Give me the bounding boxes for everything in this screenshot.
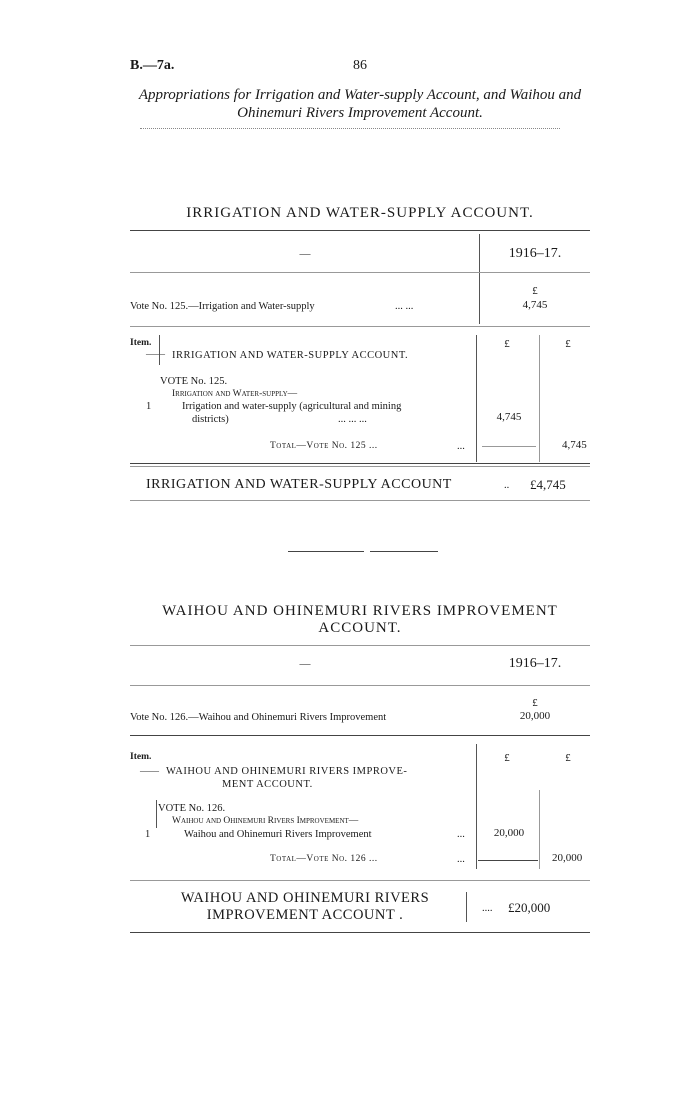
waihou-grand-label-1: WAIHOU AND OHINEMURI RIVERS (180, 890, 430, 906)
waihou-section-title-2: ACCOUNT. (318, 620, 402, 636)
irrigation-amount-divider-1 (476, 335, 477, 462)
irrigation-detail-pound-1: £ (504, 338, 510, 350)
waihou-section-title-1: WAIHOU AND OHINEMURI RIVERS IMPROVEMENT (162, 603, 558, 619)
irrigation-item-dash: —— (146, 350, 165, 360)
waihou-detail-pound-1: £ (504, 752, 510, 764)
irrigation-item-amount: 4,745 (496, 411, 522, 423)
page-number: 86 (353, 58, 367, 73)
waihou-vote-number: VOTE No. 126. (158, 803, 226, 814)
irrigation-total-dots: ... (457, 441, 465, 452)
irrigation-summary-pound: £ (532, 285, 538, 297)
waihou-account-heading-2: MENT ACCOUNT. (222, 779, 313, 790)
irrigation-account-heading: IRRIGATION AND WATER-SUPPLY ACCOUNT. (172, 350, 409, 361)
irrigation-amount-divider-2 (539, 335, 540, 462)
irrigation-vote-amount: 4,745 (522, 299, 548, 311)
irrigation-grand-label: IRRIGATION AND WATER-SUPPLY ACCOUNT (146, 477, 452, 492)
irrigation-vote-number: VOTE No. 125. (160, 376, 228, 387)
irrigation-total-rule (482, 446, 536, 447)
waihou-total-dots: ... (457, 854, 465, 865)
document-reference: B.—7a. (130, 58, 175, 73)
irrigation-item-col-divider (159, 335, 160, 365)
irrigation-table-bottom-rule-2 (130, 466, 590, 467)
irrigation-summary-header-rule (130, 272, 590, 273)
waihou-summary-dash: — (299, 658, 311, 670)
irrigation-item-desc-2: districts) (192, 414, 229, 425)
page-subtitle: Appropriations for Irrigation and Water-supply Account, and Waihou and Ohinemuri Rivers Improvement Account. (138, 87, 582, 121)
irrigation-summary-bottom-rule (130, 326, 590, 327)
waihou-account-heading-1: WAIHOU AND OHINEMURI RIVERS IMPROVE- (166, 766, 408, 777)
waihou-item-label: Item. (130, 752, 152, 762)
waihou-subhead: Waihou and Ohinemuri Rivers Improvement— (172, 816, 359, 826)
irrigation-item-desc-1: Irrigation and water-supply (agricultural and mining (182, 401, 402, 412)
irrigation-item-dots: ... ... ... (338, 414, 367, 425)
waihou-summary-year: 1916–17. (508, 656, 562, 671)
waihou-item-desc: Waihou and Ohinemuri Rivers Improvement (184, 829, 372, 840)
waihou-grand-amount: £20,000 (508, 900, 551, 915)
irrigation-table-bottom-rule (130, 463, 590, 464)
waihou-grand-divider (466, 892, 467, 922)
waihou-total-amount: 20,000 (552, 852, 583, 864)
waihou-vote-amount: 20,000 (519, 710, 551, 722)
irrigation-item-label: Item. (130, 338, 152, 348)
irrigation-grand-dots: .. (504, 480, 510, 491)
subtitle-rule (140, 128, 560, 129)
irrigation-grand-amount: £4,745 (530, 477, 566, 492)
irrigation-subhead: Irrigation and Water-supply— (172, 389, 298, 399)
irrigation-grand-rule (130, 500, 590, 501)
irrigation-section-title: IRRIGATION AND WATER-SUPPLY ACCOUNT. (186, 205, 534, 221)
waihou-item-number: 1 (145, 829, 151, 840)
waihou-summary-header-rule (130, 685, 590, 686)
waihou-grand-rule (130, 932, 590, 933)
waihou-item-col-divider (156, 800, 157, 828)
waihou-summary-bottom-rule (130, 735, 590, 736)
irrigation-summary-dash: — (299, 248, 311, 260)
waihou-grand-dots: .... (482, 903, 493, 914)
waihou-amount-divider-1 (476, 744, 477, 869)
waihou-detail-pound-2: £ (565, 752, 571, 764)
section-separator-right (370, 551, 438, 552)
waihou-amount-divider-2 (539, 790, 540, 869)
waihou-item-dots: ... (457, 829, 465, 840)
irrigation-summary-year: 1916–17. (508, 246, 562, 261)
irrigation-vote-line: Vote No. 125.—Irrigation and Water-supply (130, 301, 315, 312)
waihou-table-top-rule (130, 645, 590, 646)
waihou-item-dash: —— (140, 767, 159, 777)
waihou-grand-label-2: IMPROVEMENT ACCOUNT . (206, 907, 404, 923)
irrigation-vote-dots: ... ... (395, 301, 414, 312)
waihou-total-rule (478, 860, 538, 861)
irrigation-total-label: Total—Vote No. 125 ... (270, 441, 378, 451)
irrigation-table-top-rule (130, 230, 590, 231)
waihou-vote-line: Vote No. 126.—Waihou and Ohinemuri Rivers Improvement (130, 712, 387, 723)
waihou-summary-pound: £ (532, 697, 538, 709)
irrigation-detail-pound-2: £ (565, 338, 571, 350)
waihou-table-bottom-rule (130, 880, 590, 881)
irrigation-item-number: 1 (146, 401, 152, 412)
waihou-item-amount: 20,000 (493, 827, 525, 839)
irrigation-total-amount: 4,745 (562, 439, 587, 451)
waihou-total-label: Total—Vote No. 126 ... (270, 854, 378, 864)
section-separator-left (288, 551, 364, 552)
